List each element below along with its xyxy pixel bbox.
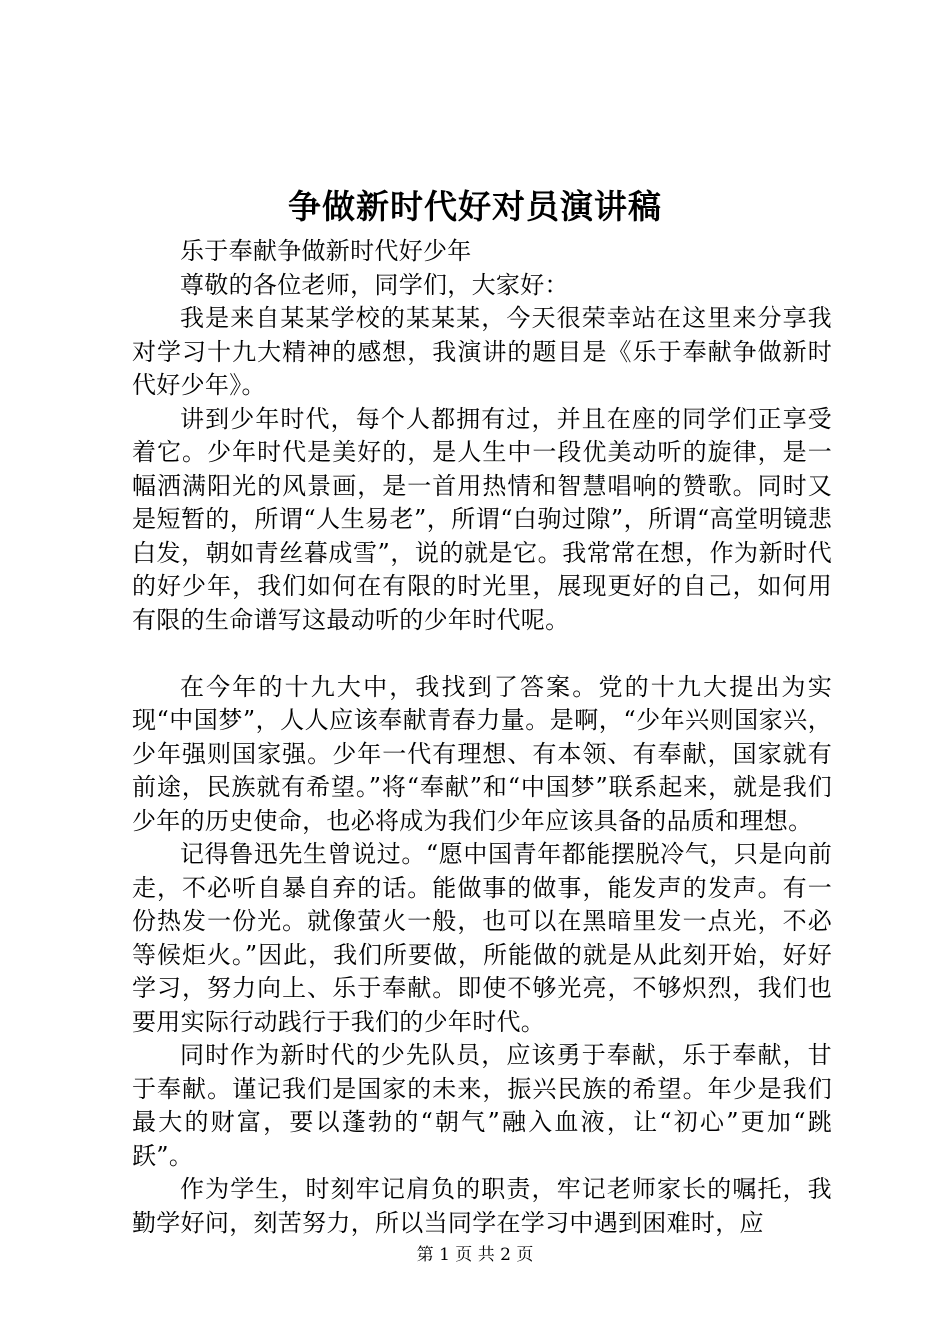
body-paragraph: 同时作为新时代的少先队员，应该勇于奉献，乐于奉献，甘于奉献。谨记我们是国家的未来，振兴民族的希望。年少是我们最大的财富，要以蓬勃的“朝气”融入血液，让“初心”更加“跳跃”。 <box>132 1041 832 1170</box>
document-title: 争做新时代好对员演讲稿 <box>288 187 662 226</box>
body-paragraph: 记得鲁迅先生曾说过。“愿中国青年都能摆脱冷气，只是向前走，不必听自暴自弃的话。能做事的做事，能发声的发声。有一份热发一份光。就像萤火一般，也可以在黑暗里发一点光，不必等候炬火。”因此，我们所要做，所能做的就是从此刻开始，好好学习，努力向上、乐于奉献。即使不够光亮，不够炽烈，我们也要用实际行动践行于我们的少年时代。 <box>132 840 832 1036</box>
body-paragraph: 讲到少年时代，每个人都拥有过，并且在座的同学们正享受着它。少年时代是美好的，是人生中一段优美动听的旋律，是一幅洒满阳光的风景画，是一首用热情和智慧唱响的赞歌。同时又是短暂的，所谓“人生易老”，所谓“白驹过隙”，所谓“高堂明镜悲白发，朝如青丝暮成雪”，说的就是它。我常常在想，作为新时代的好少年，我们如何在有限的时光里，展现更好的自己，如何用有限的生命谱写这最动听的少年时代呢。 <box>132 404 832 634</box>
speech-subtitle: 乐于奉献争做新时代好少年 <box>180 237 472 265</box>
body-paragraph: 我是来自某某学校的某某某，今天很荣幸站在这里来分享我对学习十九大精神的感想，我演讲的题目是《乐于奉献争做新时代好少年》。 <box>132 304 832 399</box>
body-paragraph: 作为学生，时刻牢记肩负的职责，牢记老师家长的嘱托，我勤学好问，刻苦努力，所以当同学在学习中遇到困难时，应 <box>132 1175 832 1237</box>
document-body <box>132 235 832 1240</box>
page-footer: 第 1 页 共 2 页 <box>416 1245 534 1265</box>
greeting-paragraph: 尊敬的各位老师，同学们，大家好： <box>180 270 569 299</box>
body-paragraph: 在今年的十九大中，我找到了答案。党的十九大提出为实现“中国梦”，人人应该奉献青春力量。是啊，“少年兴则国家兴，少年强则国家强。少年一代有理想、有本领、有奉献，国家就有前途，民族就有希望。”将“奉献”和“中国梦”联系起来，就是我们少年的历史使命，也必将成为我们少年应该具备的品质和理想。 <box>132 672 832 835</box>
